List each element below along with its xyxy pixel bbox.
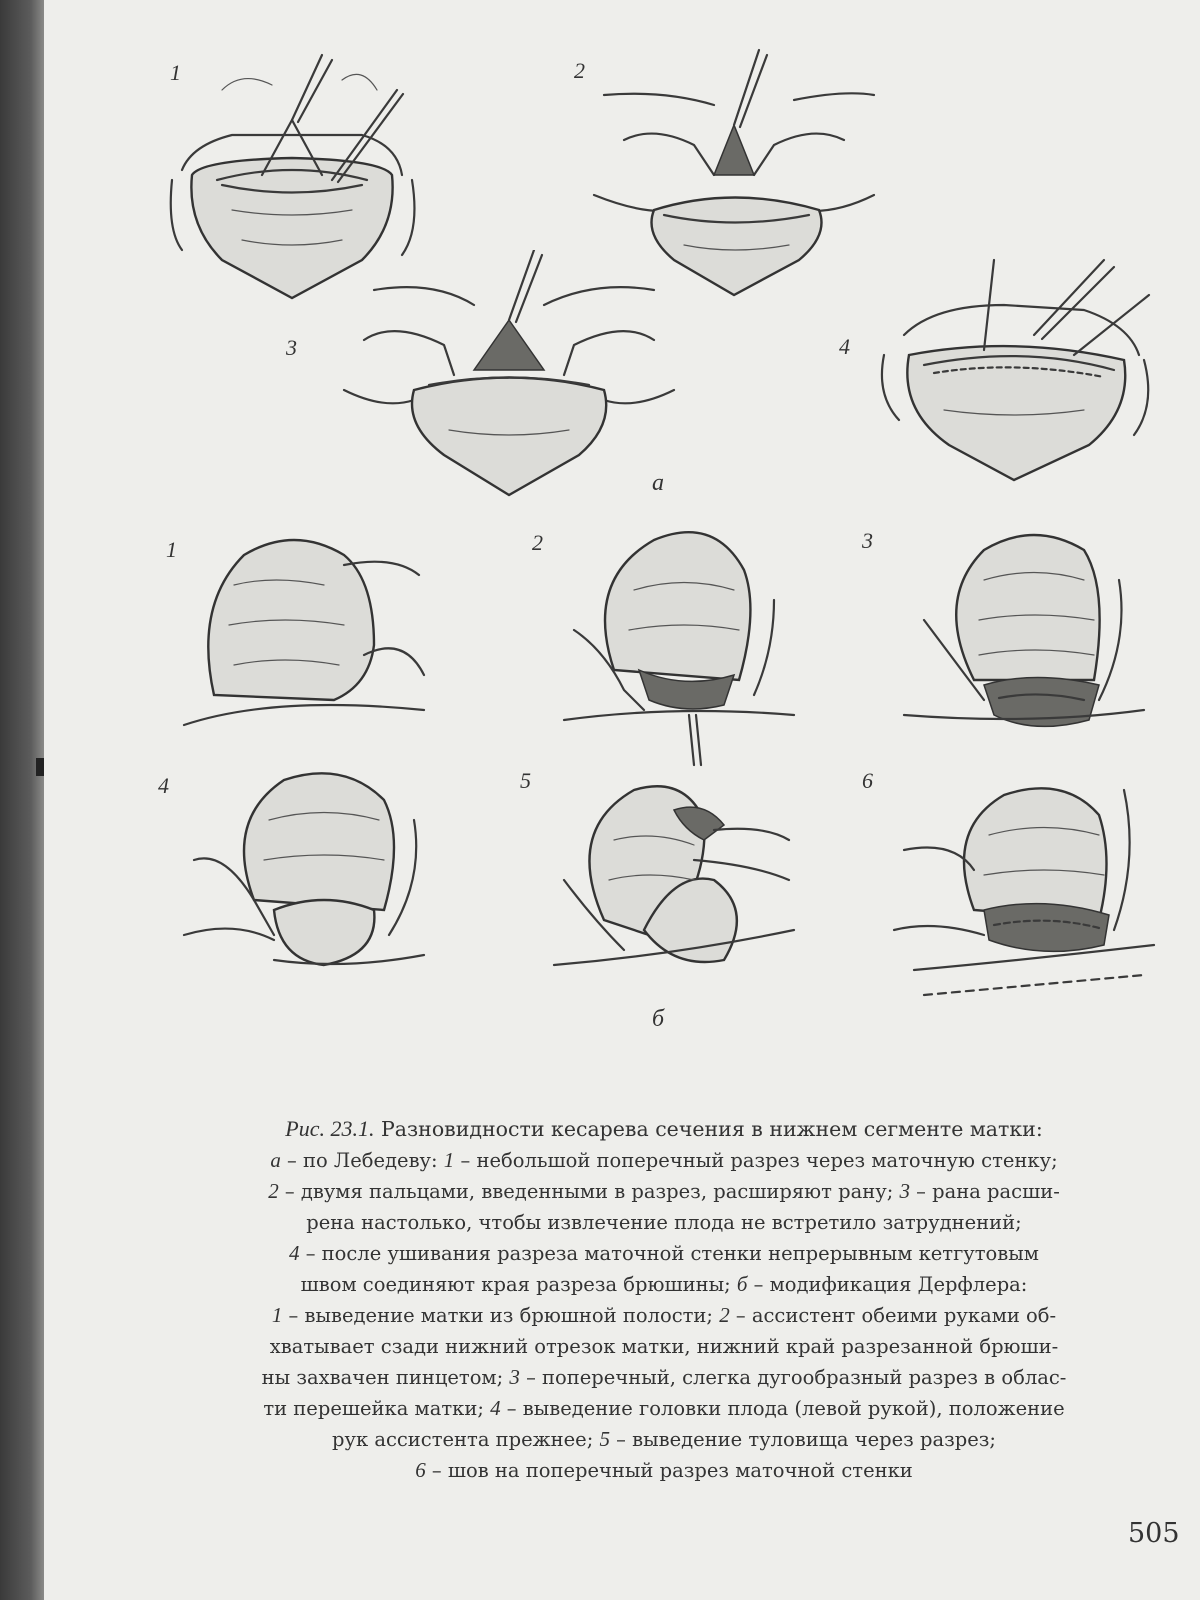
caption-item-marker: 2	[268, 1179, 279, 1203]
caption-line	[164, 1424, 1164, 1455]
figure-b-panel-2-illustration	[544, 520, 804, 780]
book-spine	[0, 0, 44, 1600]
caption-line	[164, 1362, 1164, 1393]
caption-line	[164, 1300, 1164, 1331]
figure-b-panel-2-number: 2	[532, 530, 543, 555]
caption-line	[164, 1207, 1164, 1238]
caption-text: – выведение туловища через разрез;	[609, 1428, 996, 1451]
figure-b-panel-1-illustration	[174, 525, 434, 745]
figure-a-panel-2-number: 2	[574, 58, 585, 83]
caption-line	[164, 1238, 1164, 1269]
caption-item-marker: 2	[719, 1303, 730, 1327]
figure-b-panel-3-illustration	[884, 520, 1154, 760]
caption-item-marker: 4	[289, 1241, 300, 1265]
figure-a-label: а	[652, 470, 664, 496]
figure-b-panel-3-number: 3	[862, 528, 873, 553]
figure-b-panel-5-number: 5	[520, 768, 531, 793]
figure-a-panel-3-illustration	[334, 250, 684, 510]
caption-body	[164, 1145, 1164, 1486]
caption-line	[164, 1393, 1164, 1424]
caption-title: Разновидности кесарева сечения в нижнем сегменте матки:	[380, 1117, 1043, 1141]
caption-text: – по Лебедеву:	[280, 1149, 444, 1172]
caption-text: – выведение головки плода (левой рукой), положение	[500, 1397, 1065, 1420]
caption-item-marker: 3	[899, 1179, 910, 1203]
caption-text: – модификация Дерфлера:	[747, 1273, 1028, 1296]
figure-a-panel-1-number: 1	[170, 60, 181, 85]
figure-b-panel-6-illustration	[884, 770, 1164, 1020]
figure-b-panel-4-illustration	[174, 760, 444, 1000]
caption-item-marker: а	[270, 1148, 281, 1172]
caption-text: – небольшой поперечный разрез через маточную стенку;	[454, 1149, 1058, 1172]
caption-text: – шов на поперечный разрез маточной стенки	[425, 1459, 913, 1482]
caption-line	[164, 1176, 1164, 1207]
caption-text: – рана расши-	[909, 1180, 1060, 1203]
figure-b-panel-4-number: 4	[158, 773, 169, 798]
book-page	[44, 0, 1200, 1600]
caption-text: швом соединяют края разреза брюшины;	[300, 1273, 737, 1296]
caption-text: рук ассистента прежнее;	[332, 1428, 600, 1451]
caption-text: – ассистент обеими руками об-	[729, 1304, 1057, 1327]
figure-a-panel-3-number: 3	[286, 335, 297, 360]
figure-b-label: б	[652, 1006, 665, 1032]
caption-line	[164, 1331, 1164, 1362]
caption-line	[164, 1455, 1164, 1486]
caption-item-marker: 6	[415, 1458, 426, 1482]
caption-line	[164, 1269, 1164, 1300]
caption-text: ны захвачен пинцетом;	[261, 1366, 510, 1389]
page-number: 505	[1128, 1518, 1180, 1549]
caption-text: – поперечный, слегка дугообразный разрез в облас-	[519, 1366, 1067, 1389]
caption-item-marker: 3	[509, 1365, 520, 1389]
figure-b-panel-5-illustration	[544, 770, 804, 1000]
caption-text: ти перешейка матки;	[263, 1397, 491, 1420]
caption-item-marker: б	[736, 1272, 748, 1296]
caption-text: хватывает сзади нижний отрезок матки, нижний край разрезанной брюши-	[269, 1335, 1059, 1358]
figure-a-panel-4-number: 4	[839, 334, 850, 359]
caption-item-marker: 4	[490, 1396, 501, 1420]
figure-b-panel-1-number: 1	[166, 537, 177, 562]
caption-line	[164, 1145, 1164, 1176]
figure-a-panel-4-illustration	[874, 245, 1164, 495]
caption-text: рена настолько, чтобы извлечение плода не встретило затруднений;	[306, 1211, 1022, 1234]
caption-title-line	[164, 1113, 1164, 1145]
caption-label: Рис. 23.1.	[285, 1116, 375, 1141]
caption-text: – выведение матки из брюшной полости;	[282, 1304, 720, 1327]
caption-item-marker: 5	[599, 1427, 610, 1451]
caption-text: – после ушивания разреза маточной стенки непрерывным кетгутовым	[299, 1242, 1039, 1265]
figure-b-panel-6-number: 6	[862, 768, 873, 793]
caption-text: – двумя пальцами, введенными в разрез, расширяют рану;	[278, 1180, 900, 1203]
figure-caption	[164, 1113, 1164, 1486]
caption-item-marker: 1	[271, 1303, 283, 1327]
caption-item-marker: 1	[443, 1148, 455, 1172]
